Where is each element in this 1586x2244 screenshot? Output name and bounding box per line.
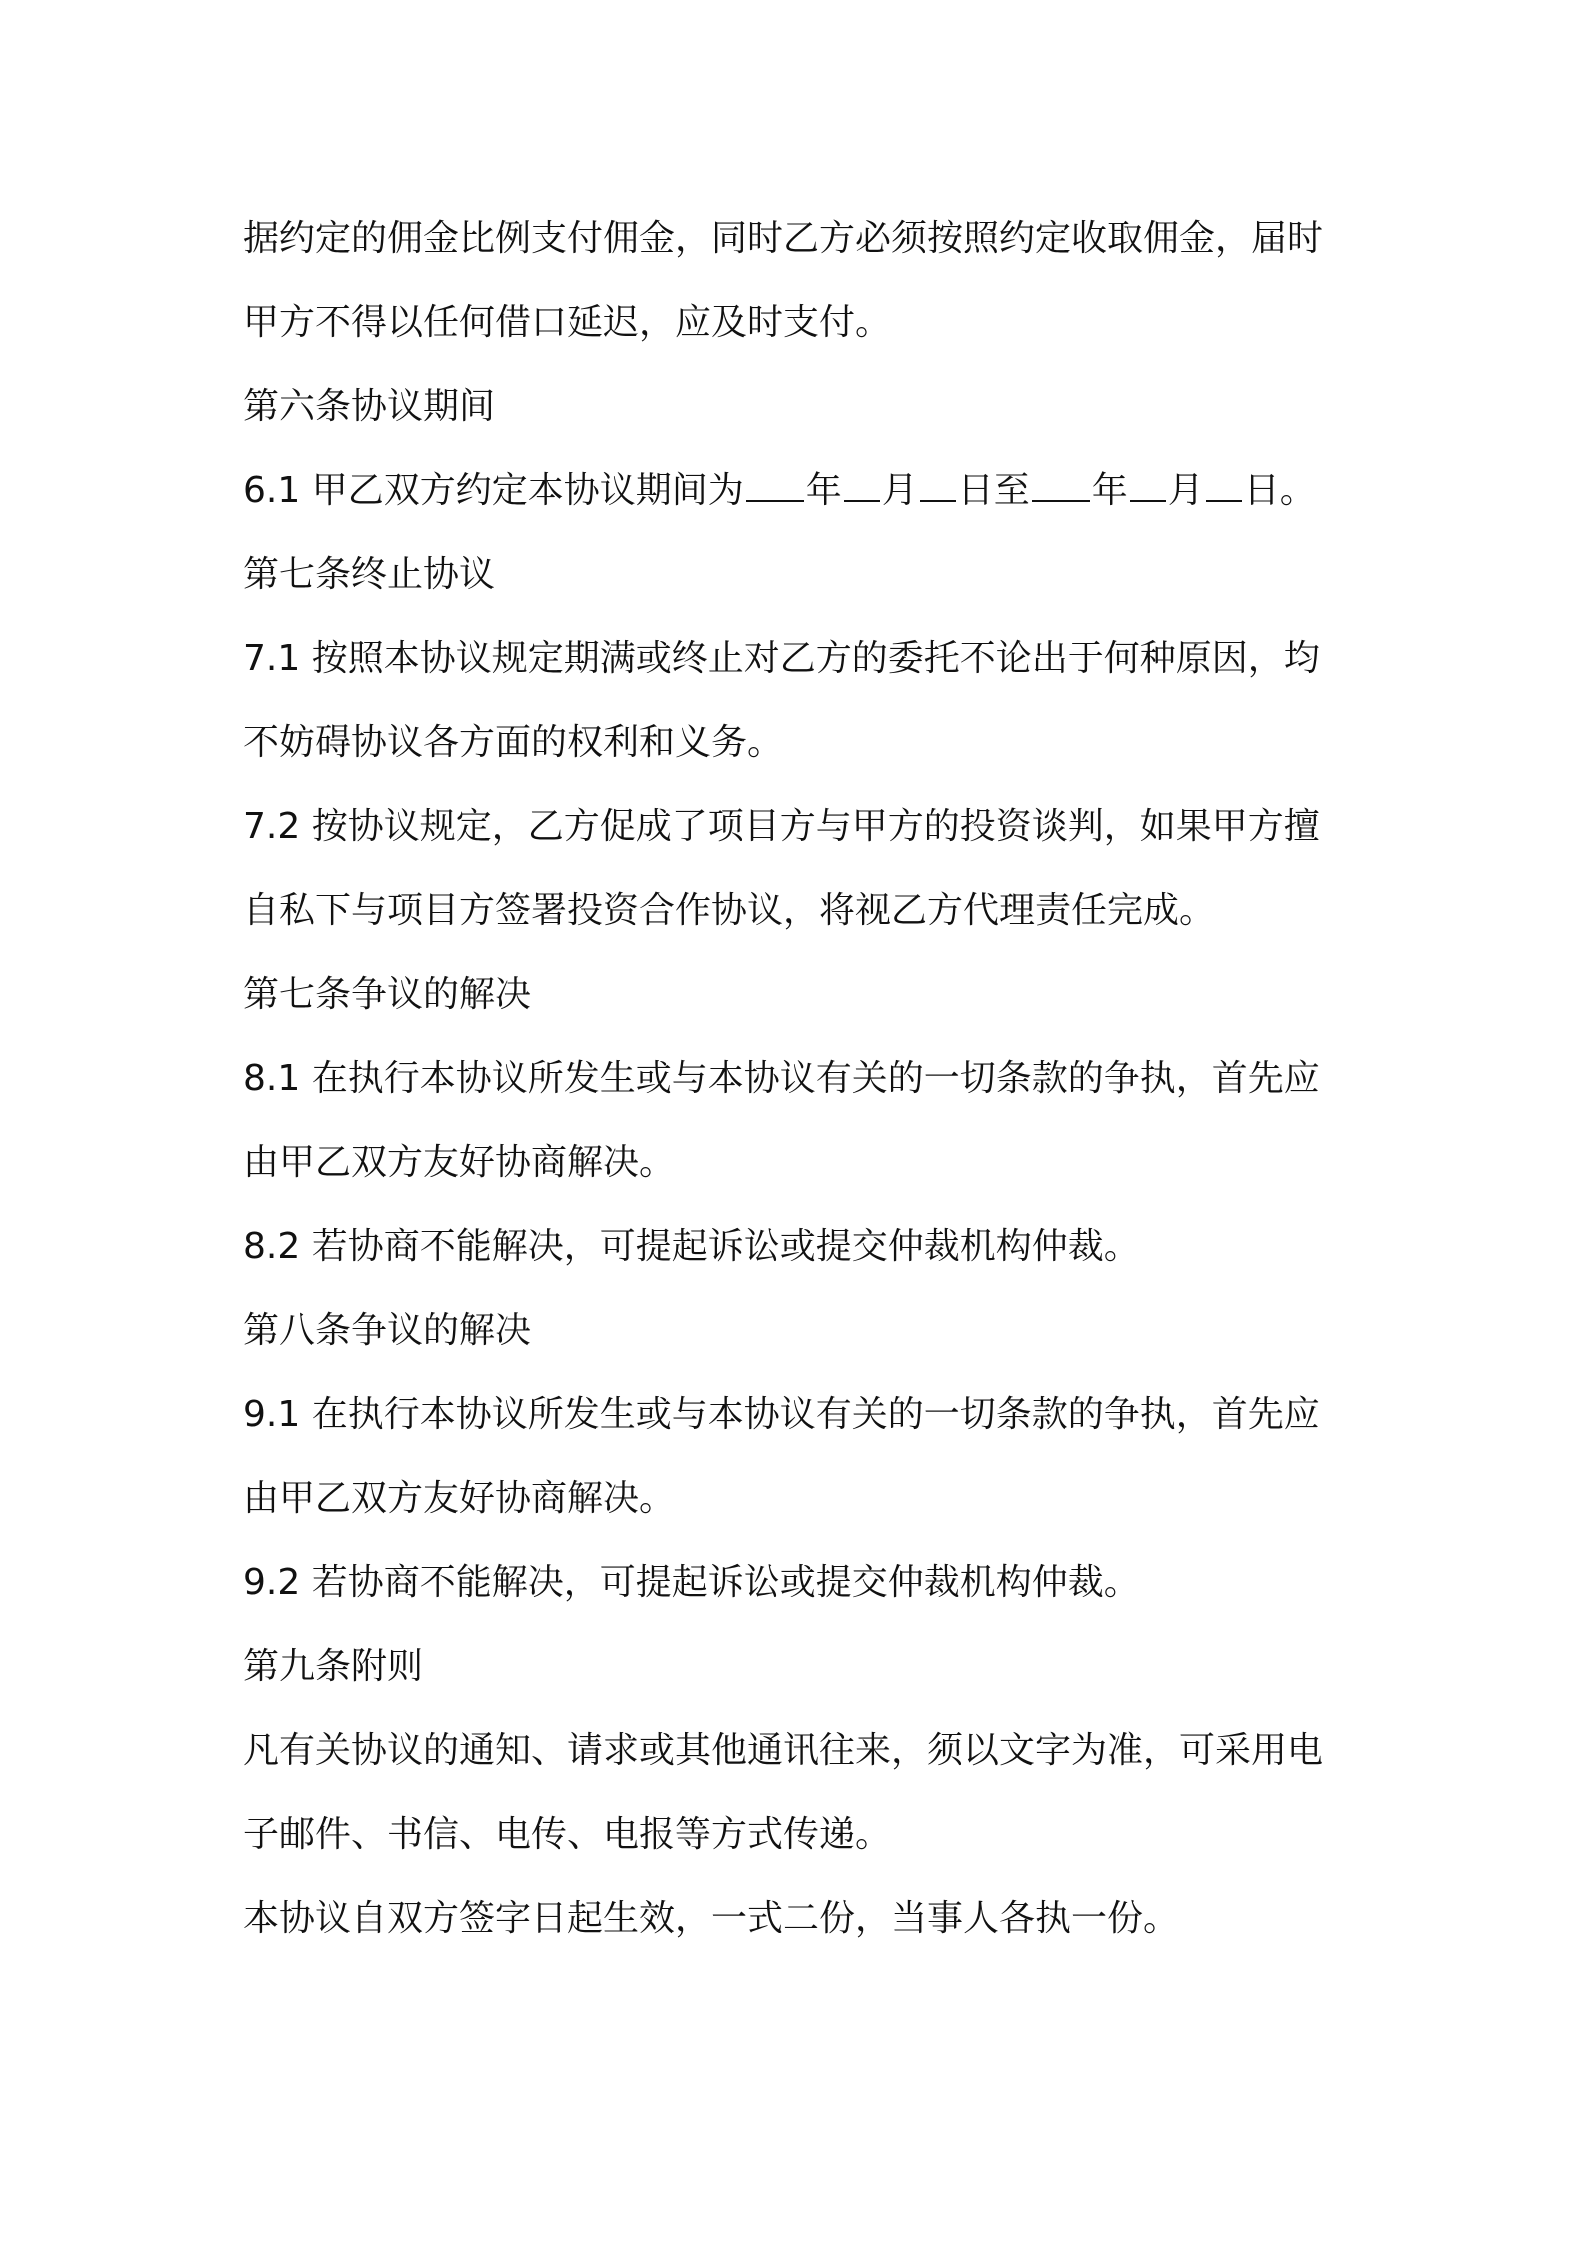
paragraph-line: 7.2 按协议规定，乙方促成了项目方与甲方的投资谈判，如果甲方擅 xyxy=(243,806,1320,847)
end-day-label: 日。 xyxy=(1243,470,1316,511)
paragraph-line: 本协议自双方签字日起生效，一式二份，当事人各执一份。 xyxy=(243,1898,1180,1939)
period-prefix: 6.1 甲乙双方约定本协议期间为 xyxy=(243,470,744,511)
paragraph-line: 不妨碍协议各方面的权利和义务。 xyxy=(243,722,784,763)
agreement-period-line xyxy=(243,449,1363,533)
section-heading-article-9: 第九条附则 xyxy=(243,1646,424,1687)
paragraph-line: 甲方不得以任何借口延迟，应及时支付。 xyxy=(243,302,892,343)
paragraph-line: 子邮件、书信、电传、电报等方式传递。 xyxy=(243,1814,892,1855)
paragraph-line: 据约定的佣金比例支付佣金，同时乙方必须按照约定收取佣金，届时 xyxy=(243,218,1324,259)
end-day-blank xyxy=(1206,470,1242,502)
section-heading-article-8: 第八条争议的解决 xyxy=(243,1310,532,1351)
paragraph-line: 8.1 在执行本协议所发生或与本协议有关的一切条款的争执，首先应 xyxy=(243,1058,1320,1099)
section-heading-article-7-dispute: 第七条争议的解决 xyxy=(243,974,532,1015)
start-day-label: 日至 xyxy=(957,470,1030,511)
paragraph-line: 凡有关协议的通知、请求或其他通讯往来，须以文字为准，可采用电 xyxy=(243,1730,1324,1771)
end-month-blank xyxy=(1130,470,1166,502)
paragraph-line: 9.1 在执行本协议所发生或与本协议有关的一切条款的争执，首先应 xyxy=(243,1394,1320,1435)
paragraph-line: 8.2 若协商不能解决，可提起诉讼或提交仲裁机构仲裁。 xyxy=(243,1226,1140,1267)
end-year-label: 年 xyxy=(1091,470,1128,511)
paragraph-line: 由甲乙双方友好协商解决。 xyxy=(243,1478,676,1519)
end-month-label: 月 xyxy=(1167,470,1204,511)
paragraph-line: 7.1 按照本协议规定期满或终止对乙方的委托不论出于何种原因，均 xyxy=(243,638,1320,679)
paragraph-line: 由甲乙双方友好协商解决。 xyxy=(243,1142,676,1183)
start-day-blank xyxy=(920,470,956,502)
paragraph-line: 自私下与项目方签署投资合作协议，将视乙方代理责任完成。 xyxy=(243,890,1216,931)
section-heading-article-6: 第六条协议期间 xyxy=(243,386,496,427)
start-month-blank xyxy=(844,470,880,502)
start-year-blank xyxy=(746,470,804,502)
start-year-label: 年 xyxy=(805,470,842,511)
end-year-blank xyxy=(1032,470,1090,502)
document-body xyxy=(243,197,1363,1961)
section-heading-article-7-termination: 第七条终止协议 xyxy=(243,554,496,595)
start-month-label: 月 xyxy=(881,470,918,511)
paragraph-line: 9.2 若协商不能解决，可提起诉讼或提交仲裁机构仲裁。 xyxy=(243,1562,1140,1603)
